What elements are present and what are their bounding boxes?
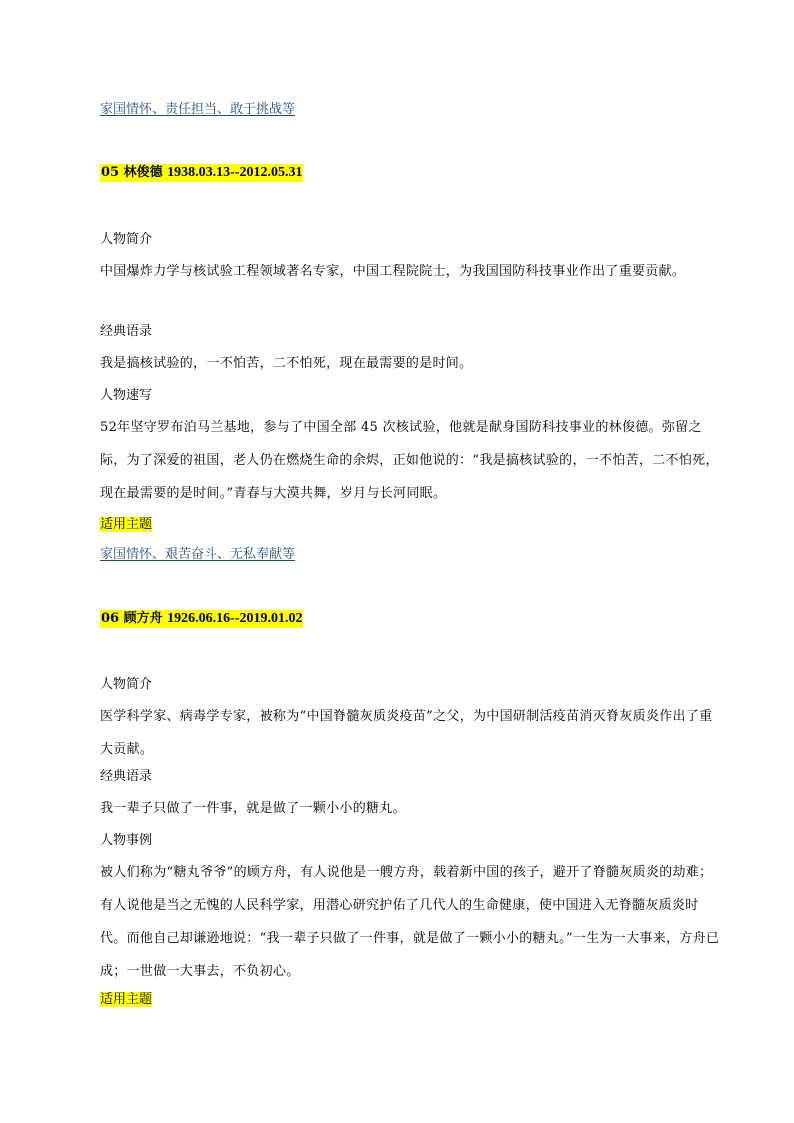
section-06-quote-text: 我一辈子只做了一件事，就是做了一颗小小的糖丸。 bbox=[100, 801, 406, 816]
section-06-example-text: 被人们称为“糖丸爷爷”的顾方舟，有人说他是一艘方舟，载着新中国的孩子，避开了脊髓灰质炎的劫难；有人说他是当之无愧的人民科学家，用潜心研究护佑了几代人的生命健康，使中国进入无脊髓灰质炎时代。而他自己却谦逊地说：“我一辈子只做了一件事，就是做了一颗小小的糖丸。”一生为一大事来，方舟已成；一世做一大事去，不负初心。 bbox=[100, 865, 720, 979]
section-06-dates: 1926.06.16--2019.01.02 bbox=[167, 611, 303, 626]
section-05-quote-label: 经典语录 bbox=[100, 324, 153, 339]
section-06-topic-label bbox=[100, 991, 152, 1009]
section-05-quote-text: 我是搞核试验的，一不怕苦，二不怕死，现在最需要的是时间。 bbox=[100, 356, 473, 371]
section-06-title-highlight bbox=[100, 610, 303, 628]
section-05-topic-label-highlight: 适用主题 bbox=[100, 517, 153, 532]
section-05-intro-text: 中国爆炸力学与核试验工程领域著名专家，中国工程院院士，为我国国防科技事业作出了重要贡献。 bbox=[100, 264, 686, 279]
section-06-name: 06 顾方舟 bbox=[101, 611, 163, 626]
section-06-intro-text: 医学科学家、病毒学专家，被称为“中国脊髓灰质炎疫苗”之父，为中国研制活疫苗消灭脊灰质炎作出了重大贡献。 bbox=[100, 709, 713, 757]
section-05-sketch-label: 人物速写 bbox=[100, 388, 153, 403]
previous-topic-link[interactable]: 家国情怀、责任担当、敢于挑战等 bbox=[100, 102, 296, 117]
section-06-quote-label: 经典语录 bbox=[100, 769, 153, 784]
section-05-name: 05 林俊德 bbox=[101, 165, 163, 180]
section-05-intro-label: 人物简介 bbox=[100, 232, 153, 247]
section-06-title bbox=[100, 610, 303, 628]
section-05-title bbox=[100, 164, 303, 182]
section-06-topic-label-highlight: 适用主题 bbox=[100, 992, 153, 1007]
section-06-intro-label: 人物简介 bbox=[100, 677, 153, 692]
section-05-topic-label bbox=[100, 516, 152, 534]
section-05-topic-link[interactable]: 家国情怀、艰苦奋斗、无私奉献等 bbox=[100, 547, 296, 562]
section-06-example-label: 人物事例 bbox=[100, 833, 153, 848]
section-05-title-highlight bbox=[100, 164, 303, 182]
section-05-dates: 1938.03.13--2012.05.31 bbox=[167, 165, 303, 180]
section-05-sketch-text: 52年坚守罗布泊马兰基地，参与了中国全部 45 次核试验，他就是献身国防科技事业的林俊德。弥留之际，为了深爱的祖国，老人仍在燃烧生命的余烬，正如他说的：“我是搞核试验的，一不怕苦，二不怕死，现在最需要的是时间。”青春与大漠共舞，岁月与长河同眠。 bbox=[100, 420, 719, 501]
